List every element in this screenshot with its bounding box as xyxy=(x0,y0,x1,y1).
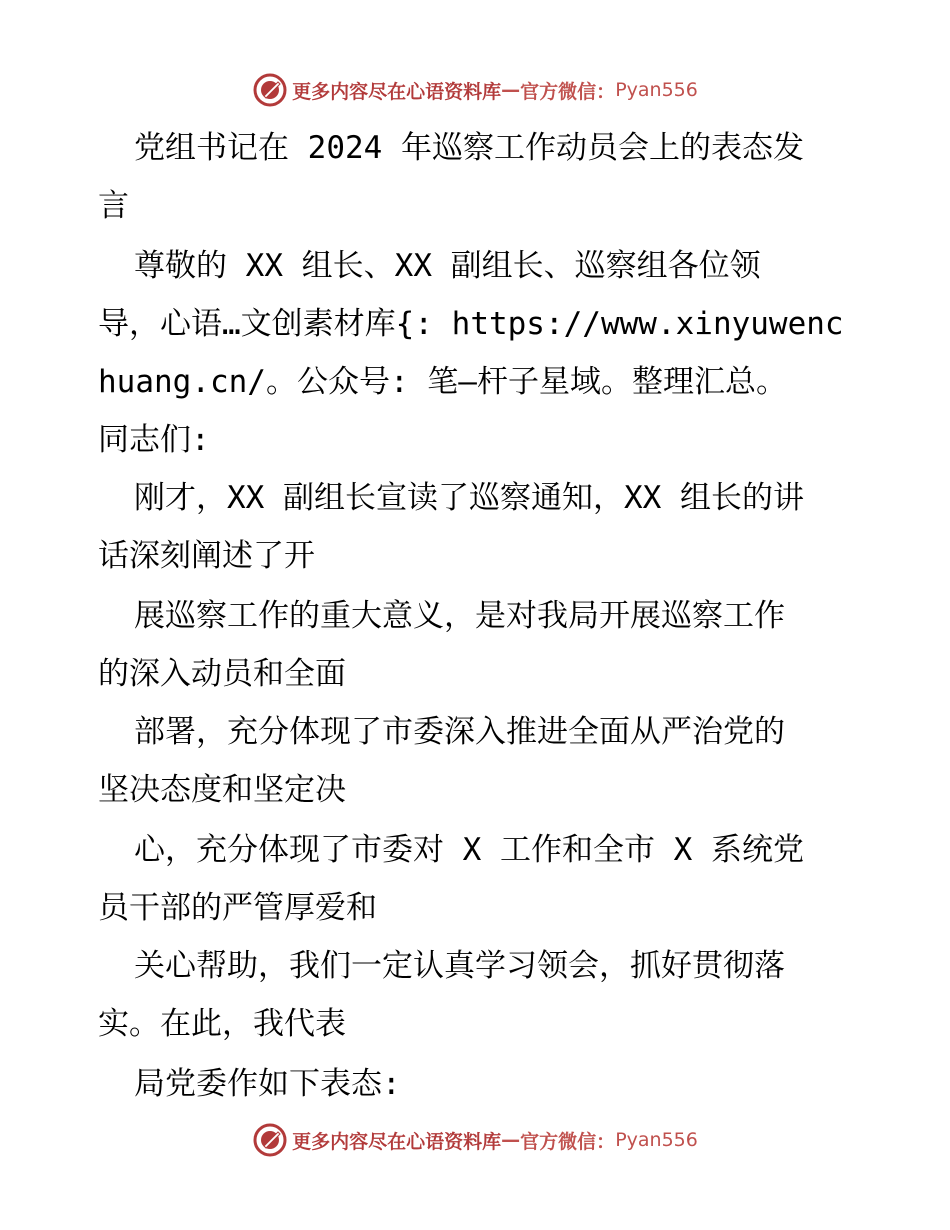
doc-line: 关心帮助，我们一定认真学习领会，抓好贯彻落 xyxy=(134,948,785,984)
doc-line: 实。在此，我代表 xyxy=(98,1006,346,1042)
doc-line: 部署，充分体现了市委深入推进全面从严治党的 xyxy=(134,714,785,750)
banner-sub-text: 官方微信： xyxy=(520,1130,616,1153)
banner-handle: Pyan556 xyxy=(615,1129,698,1151)
logo-icon xyxy=(252,72,288,108)
doc-line: 心，充分体现了市委对 X 工作和全市 X 系统党 xyxy=(134,832,804,868)
banner-dash: — xyxy=(501,1129,521,1151)
header-banner xyxy=(0,70,950,110)
doc-line: 展巡察工作的重大意义，是对我局开展巡察工作 xyxy=(134,598,785,634)
doc-line: 导，心语…文创素材库{: https://www.xinyuwenc xyxy=(98,306,844,342)
doc-line: 坚决态度和坚定决 xyxy=(98,772,346,808)
banner-handle: Pyan556 xyxy=(615,79,698,101)
doc-line: 尊敬的 XX 组长、XX 副组长、巡察组各位领 xyxy=(134,248,761,284)
footer-banner xyxy=(0,1120,950,1160)
banner-main-text: 更多内容尽在心语资料库 xyxy=(292,1130,502,1153)
doc-line: 的深入动员和全面 xyxy=(98,656,346,692)
banner-sub-text: 官方微信： xyxy=(520,80,616,103)
doc-line: 刚才，XX 副组长宣读了巡察通知，XX 组长的讲 xyxy=(134,480,804,516)
banner-dash: — xyxy=(501,79,521,101)
doc-line: huang.cn/。公众号: 笔—杆子星域。整理汇总。 xyxy=(98,364,787,400)
doc-line: 员干部的严管厚爱和 xyxy=(98,890,377,926)
doc-line: 局党委作如下表态: xyxy=(134,1066,401,1102)
doc-title-line-2: 言 xyxy=(98,188,129,224)
doc-title-line-1: 党组书记在 2024 年巡察工作动员会上的表态发 xyxy=(134,130,804,166)
banner-main-text: 更多内容尽在心语资料库 xyxy=(292,80,502,103)
logo-icon xyxy=(252,1122,288,1158)
doc-line: 同志们: xyxy=(98,422,210,458)
doc-line: 话深刻阐述了开 xyxy=(98,538,315,574)
